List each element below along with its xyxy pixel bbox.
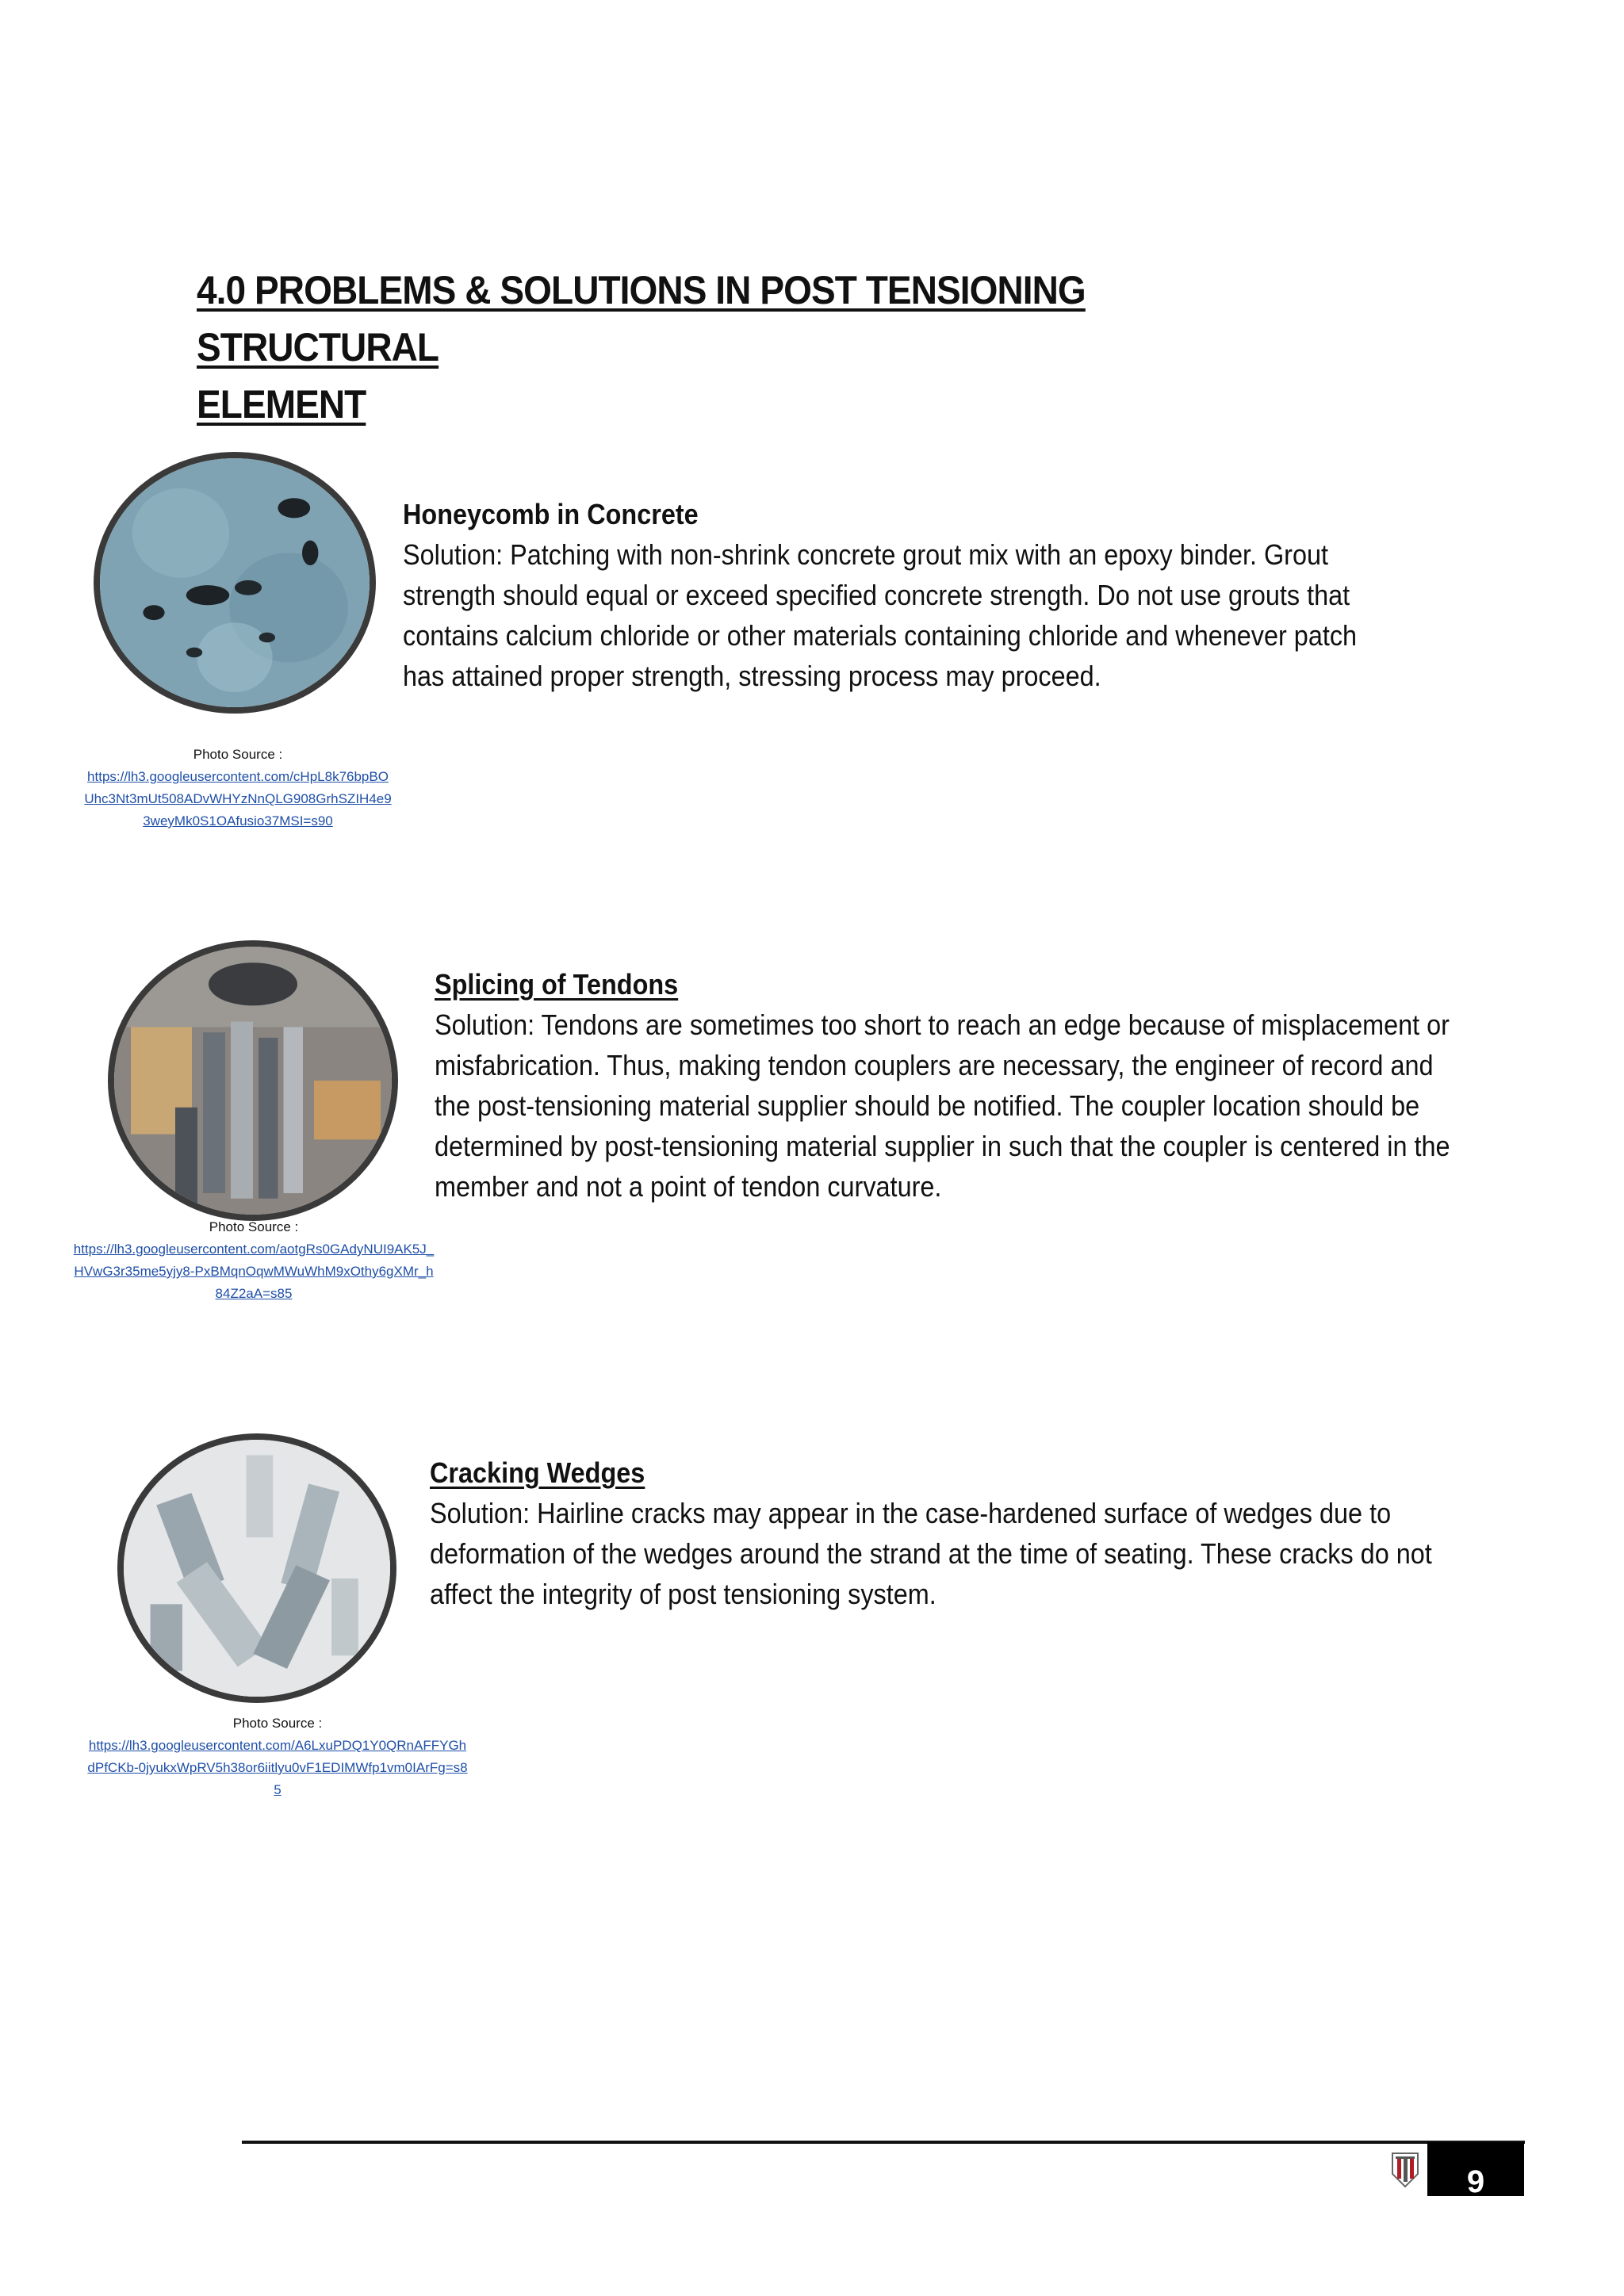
section-body: Solution: Hairline cracks may appear in the case-hardened surface of wedges due to deformation of the wedges around the strand at the time of seating. These cracks do not affect the integrity of post tensioning system. — [430, 1497, 1432, 1610]
section-title: Splicing of Tendons — [435, 968, 679, 1001]
heading-line-2: ELEMENT — [197, 382, 366, 427]
section-cracking-wedges — [430, 1452, 1465, 1614]
photo-source-caption-3 — [87, 1712, 468, 1801]
cracking-wedges-photo — [117, 1433, 396, 1703]
tendon-splicing-image — [114, 947, 392, 1215]
page-heading — [197, 262, 1305, 433]
photo-source-link[interactable]: https://lh3.googleusercontent.com/aotgRs0GAdyNUI9AK5J_HVwG3r35me5yjy8-PxBMqnOqwMWuWhM9xOthy6gXMr_h84Z2aA=s85 — [73, 1242, 435, 1301]
heading-line-1: 4.0 PROBLEMS & SOLUTIONS IN POST TENSIONING STRUCTURAL — [197, 268, 1086, 369]
page-number: 9 — [1427, 2142, 1524, 2196]
section-splicing — [435, 964, 1462, 1207]
tendon-splicing-photo — [108, 940, 398, 1221]
photo-source-caption-1 — [83, 744, 393, 832]
photo-source-link[interactable]: https://lh3.googleusercontent.com/A6LxuPDQ1Y0QRnAFFYGhdPfCKb-0jyukxWpRV5h38or6iitlyu0vF1EDIMWfp1vm0IArFg=s85 — [87, 1738, 468, 1797]
section-body: Solution: Tendons are sometimes too short to reach an edge because of misplacement or misfabrication. Thus, making tendon couplers are necessary, the engineer of record and the post-tensioning material supplier should be notified. The coupler location should be determined by post-tensioning material supplier in such that the coupler is centered in the member and not a point of tendon curvature. — [435, 1008, 1450, 1203]
honeycomb-concrete-image — [100, 458, 370, 707]
honeycomb-concrete-photo — [94, 452, 376, 714]
section-body: Solution: Patching with non-shrink concrete grout mix with an epoxy binder. Grout strength should equal or exceed specified concrete strength. Do not use grouts that contains calcium chloride or other materials containing chloride and whenever patch has attained proper strength, stressing process may proceed. — [403, 538, 1358, 692]
photo-source-link[interactable]: https://lh3.googleusercontent.com/cHpL8k76bpBOUhc3Nt3mUt508ADvWHYzNnQLG908GrhSZIH4e93weyMk0S1OAfusio37MSI=s90 — [84, 769, 392, 828]
photo-source-caption-2 — [71, 1216, 436, 1305]
photo-source-label: Photo Source : — [209, 1219, 299, 1234]
section-honeycomb — [403, 494, 1402, 696]
section-title: Cracking Wedges — [430, 1456, 645, 1489]
photo-source-label: Photo Source : — [193, 747, 283, 762]
university-crest-icon — [1389, 2150, 1421, 2190]
section-title: Honeycomb in Concrete — [403, 498, 699, 530]
cracking-wedges-image — [124, 1440, 390, 1697]
photo-source-label: Photo Source : — [232, 1716, 323, 1731]
footer-divider — [242, 2141, 1525, 2144]
